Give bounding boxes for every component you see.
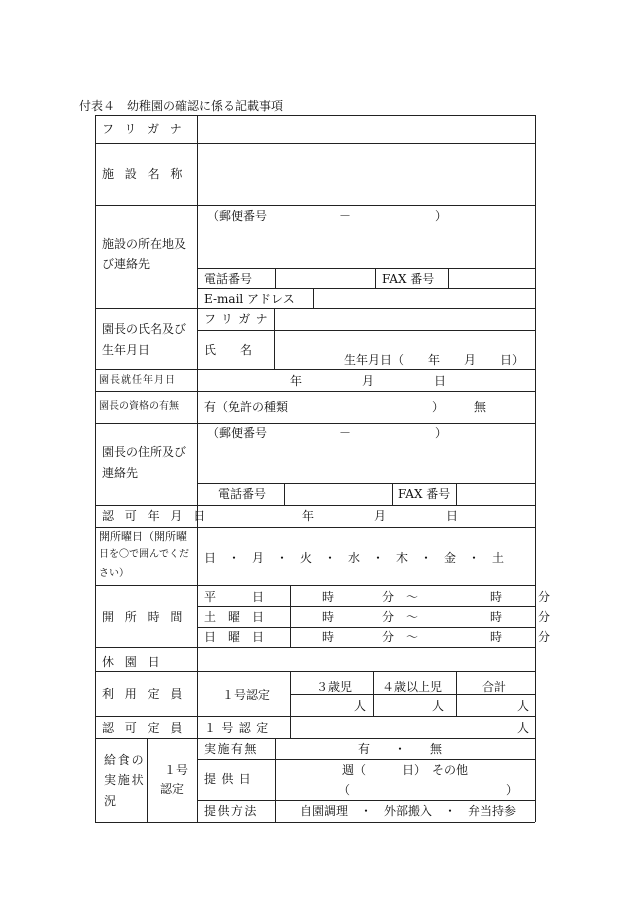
- table-rule: [448, 268, 449, 288]
- table-rule: [290, 694, 535, 695]
- table-rule: [95, 423, 535, 424]
- meal-type-1: １号: [164, 763, 189, 777]
- open-days-options[interactable]: 日 ・ 月 ・ 火 ・ 水 ・ 木 ・ 金 ・ 土: [204, 551, 505, 565]
- table-rule: [95, 738, 535, 739]
- director-name-label: 氏 名: [204, 343, 253, 357]
- birth-date-field[interactable]: 生年月日（ 年 月 日）: [344, 353, 525, 367]
- table-rule: [197, 606, 535, 607]
- holiday-label: 休園日: [102, 655, 171, 669]
- capacity-label: 利用定員: [102, 687, 194, 701]
- open-days-label-2: 日を〇で囲んでくだ: [99, 549, 189, 560]
- table-rule: [274, 308, 275, 369]
- hours-day-saturday: 土 曜 日: [204, 610, 265, 624]
- meal-method-label: 提供方法: [204, 804, 258, 818]
- open-days-label-3: さい）: [99, 568, 129, 579]
- director-label-1: 園長の氏名及び: [102, 322, 187, 336]
- capacity-unit-4yo: 人: [432, 699, 445, 713]
- table-rule: [95, 143, 535, 144]
- hours-day-weekday: 平 日: [204, 590, 265, 604]
- table-rule: [290, 716, 291, 738]
- table-rule: [290, 585, 291, 647]
- appointment-label: 園長就任年月日: [99, 375, 176, 386]
- table-rule: [95, 505, 535, 506]
- address-postal-field[interactable]: （郵便番号 － ）: [207, 426, 448, 440]
- capacity-header-4yo: ４歳以上児: [382, 680, 443, 694]
- qualification-label: 園長の資格の有無: [99, 401, 179, 412]
- capacity-type: １号認定: [222, 688, 271, 702]
- open-days-label-1: 開所曜日（開所曜: [99, 530, 187, 543]
- table-rule: [392, 483, 393, 505]
- hours-label: 開所時間: [102, 610, 194, 624]
- table-rule: [95, 308, 535, 309]
- director-label-2: 生年月日: [102, 343, 151, 357]
- table-rule: [275, 268, 276, 288]
- meal-days-field-1[interactable]: 週（ 日） その他: [342, 763, 469, 777]
- table-rule: [290, 671, 291, 716]
- approval-label: 認可年月日: [102, 509, 217, 523]
- meal-days-label: 提供日: [204, 772, 257, 786]
- furigana-label: フリガナ: [102, 122, 193, 136]
- approval-date-field[interactable]: 年 月 日: [302, 509, 459, 523]
- appointment-date-field[interactable]: 年 月 日: [290, 374, 447, 388]
- table-rule: [95, 115, 535, 116]
- table-rule: [375, 268, 376, 288]
- table-rule: [535, 115, 536, 822]
- meal-impl-label: 実施有無: [204, 742, 258, 756]
- meal-days-field-2[interactable]: （ ）: [338, 783, 519, 797]
- capacity-unit-total: 人: [517, 699, 530, 713]
- form-caption: 付表４ 幼稚園の確認に係る記載事項: [79, 99, 284, 113]
- table-rule: [313, 288, 314, 308]
- table-rule: [456, 671, 457, 716]
- address-label-1: 園長の住所及び: [102, 445, 187, 459]
- hours-time-weekday[interactable]: 時 分 ～ 時 分: [322, 590, 551, 604]
- meal-type-2: 認定: [160, 782, 185, 796]
- table-rule: [197, 759, 535, 760]
- email-label: E-mail アドレス: [204, 292, 295, 306]
- table-rule: [456, 483, 457, 505]
- qualification-field[interactable]: 有（免許の種類 ） 無: [204, 400, 487, 414]
- table-rule: [197, 268, 535, 269]
- approved-unit: 人: [517, 721, 530, 735]
- approved-label: 認可定員: [102, 721, 194, 735]
- hours-time-saturday[interactable]: 時 分 ～ 時 分: [322, 610, 551, 624]
- capacity-header-total: 合計: [482, 680, 507, 694]
- table-rule: [197, 738, 198, 822]
- location-label-2: び連絡先: [102, 257, 151, 271]
- table-rule: [197, 330, 535, 331]
- hours-day-sunday: 日 曜 日: [204, 630, 265, 644]
- table-rule: [197, 483, 535, 484]
- table-rule: [95, 205, 535, 206]
- capacity-header-3yo: ３歳児: [316, 680, 353, 694]
- meal-label-1: 給食の: [104, 753, 146, 767]
- meal-label-3: 況: [104, 794, 117, 808]
- capacity-unit-3yo: 人: [354, 699, 367, 713]
- address-phone-label: 電話番号: [218, 487, 267, 501]
- table-rule: [95, 647, 535, 648]
- director-furigana-label: フリガナ: [204, 312, 274, 326]
- table-rule: [147, 738, 148, 822]
- hours-time-sunday[interactable]: 時 分 ～ 時 分: [322, 630, 551, 644]
- phone-label: 電話番号: [204, 272, 253, 286]
- table-rule: [95, 822, 535, 823]
- table-rule: [95, 391, 535, 392]
- table-rule: [284, 483, 285, 505]
- meal-impl-field[interactable]: 有 ・ 無: [358, 742, 443, 756]
- address-fax-label: FAX 番号: [398, 487, 451, 501]
- table-rule: [95, 671, 535, 672]
- facility-name-label: 施設名称: [102, 167, 194, 181]
- postal-field[interactable]: （郵便番号 － ）: [207, 209, 448, 223]
- table-rule: [95, 716, 535, 717]
- approved-type: １号認定: [204, 721, 274, 735]
- table-rule: [373, 671, 374, 716]
- table-rule: [95, 527, 535, 528]
- table-rule: [197, 800, 535, 801]
- meal-method-field[interactable]: 自園調理 ・ 外部搬入 ・ 弁当持参: [300, 804, 517, 818]
- table-rule: [197, 627, 535, 628]
- table-rule: [197, 115, 198, 738]
- fax-label: FAX 番号: [382, 272, 435, 286]
- location-label-1: 施設の所在地及: [102, 237, 187, 251]
- table-rule: [197, 288, 535, 289]
- address-label-2: 連絡先: [102, 466, 139, 480]
- meal-label-2: 実施状: [104, 773, 146, 787]
- table-rule: [95, 585, 535, 586]
- table-rule: [275, 738, 276, 822]
- table-rule: [95, 369, 535, 370]
